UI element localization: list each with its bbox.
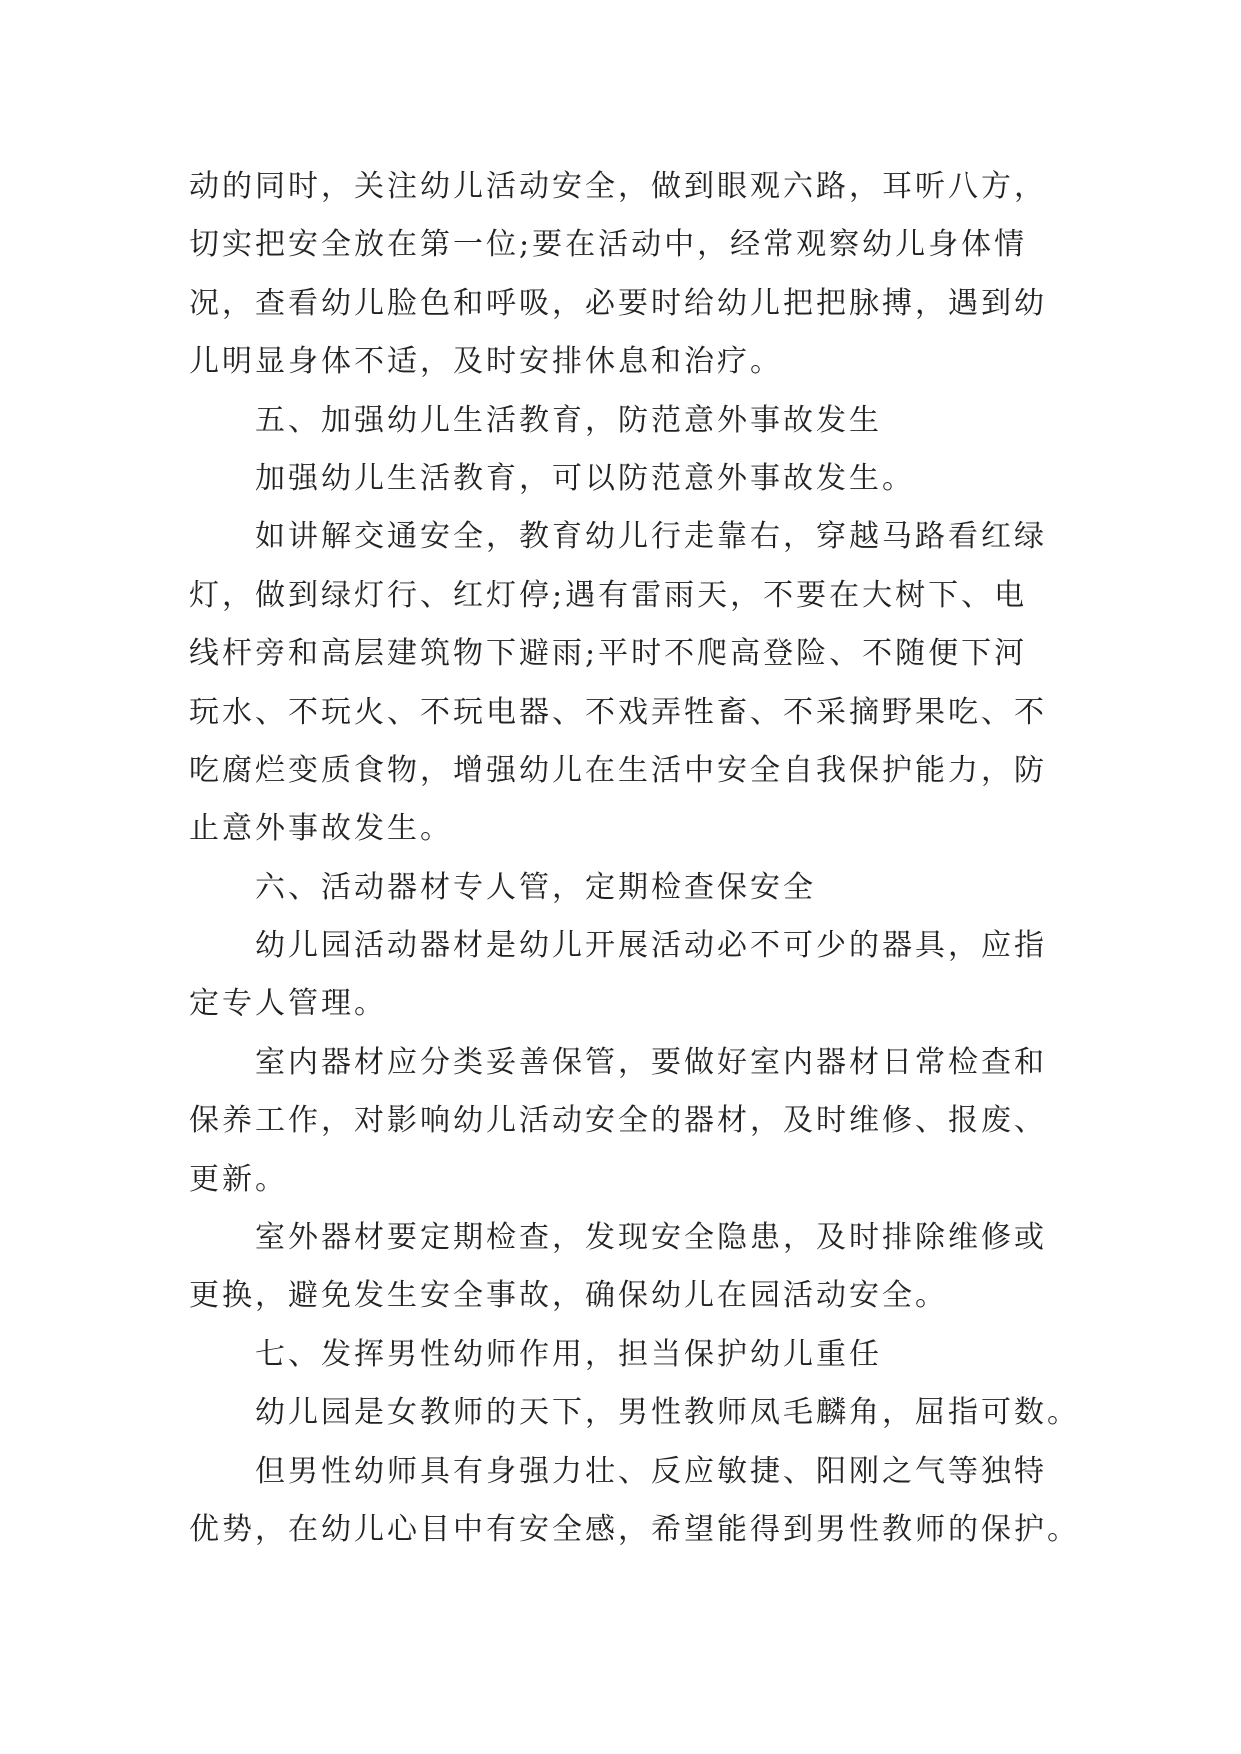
text-line: 室外器材要定期检查，发现安全隐患，及时排除维修或: [255, 1220, 1047, 1256]
section-heading-7: 七、发挥男性幼师作用，担当保护幼儿重任: [255, 1336, 882, 1372]
text-line: 定专人管理。: [189, 986, 387, 1022]
text-line: 但男性幼师具有身强力壮、反应敏捷、阳刚之气等独特: [255, 1453, 1047, 1489]
text-line: 灯，做到绿灯行、红灯停;遇有雷雨天，不要在大树下、电: [189, 577, 1028, 613]
section-heading-6: 六、活动器材专人管，定期检查保安全: [255, 869, 816, 905]
text-line: 切实把安全放在第一位;要在活动中，经常观察幼儿身体情: [189, 227, 1028, 263]
text-line: 幼儿园活动器材是幼儿开展活动必不可少的器具，应指: [255, 928, 1047, 964]
text-line: 况，查看幼儿脸色和呼吸，必要时给幼儿把把脉搏，遇到幼: [189, 285, 1047, 321]
text-line: 保养工作，对影响幼儿活动安全的器材，及时维修、报废、: [189, 1103, 1047, 1139]
text-line: 幼儿园是女教师的天下，男性教师凤毛麟角，屈指可数。: [255, 1395, 1080, 1431]
text-line: 吃腐烂变质食物，增强幼儿在生活中安全自我保护能力，防: [189, 752, 1047, 788]
text-line: 如讲解交通安全，教育幼儿行走靠右，穿越马路看红绿: [255, 519, 1047, 555]
text-line: 更换，避免发生安全事故，确保幼儿在园活动安全。: [189, 1278, 948, 1314]
text-line: 儿明显身体不适，及时安排休息和治疗。: [189, 344, 783, 380]
text-line: 更新。: [189, 1161, 288, 1197]
document-body: [189, 158, 1080, 1559]
text-line: 室内器材应分类妥善保管，要做好室内器材日常检查和: [255, 1044, 1047, 1080]
text-line: 止意外事故发生。: [189, 811, 453, 847]
text-line: 线杆旁和高层建筑物下避雨;平时不爬高登险、不随便下河: [189, 636, 1028, 672]
text-line: 优势，在幼儿心目中有安全感，希望能得到男性教师的保护。: [189, 1511, 1080, 1547]
text-line: 玩水、不玩火、不玩电器、不戏弄牲畜、不采摘野果吃、不: [189, 694, 1047, 730]
text-line: 动的同时，关注幼儿活动安全，做到眼观六路，耳听八方，: [189, 169, 1047, 204]
section-heading-5: 五、加强幼儿生活教育，防范意外事故发生: [255, 402, 882, 438]
text-line: 加强幼儿生活教育，可以防范意外事故发生。: [255, 460, 915, 496]
